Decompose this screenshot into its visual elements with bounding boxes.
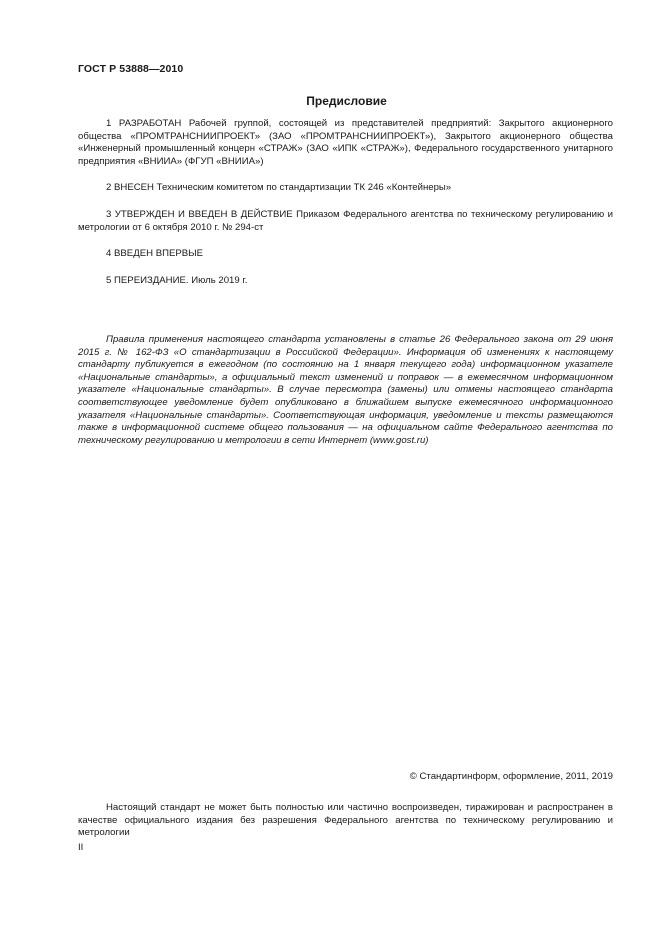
page-title: Предисловие xyxy=(306,94,387,108)
preface-item-developed: 1 РАЗРАБОТАН Рабочей группой, состоящей из представителей предприятий: Закрытого акционерного общества «ПРОМТРАНСНИИПРОЕКТ» (ЗАО «ПРОМТРАНСНИИПРОЕКТ»), Закрытого акционерного общества «Инженерный промышленный концерн «СТРАЖ» (ЗАО «ИПК «СТРАЖ»), Федерального государственного унитарного предприятия «ВНИИА» (ФГУП «ВНИИА») xyxy=(78,118,613,167)
document-code: ГОСТ Р 53888—2010 xyxy=(78,63,184,75)
page-number: II xyxy=(78,842,84,853)
preface-item-introduced: 4 ВВЕДЕН ВПЕРВЫЕ xyxy=(106,248,204,260)
preface-content xyxy=(78,118,613,301)
copyright-line: © Стандартинформ, оформление, 2011, 2019 xyxy=(409,771,613,782)
preface-item-submitted: 2 ВНЕСЕН Техническим комитетом по стандартизации ТК 246 «Контейнеры» xyxy=(106,182,452,194)
rights-notice: Настоящий стандарт не может быть полностью или частично воспроизведен, тиражирован и распространен в качестве официального издания без разрешения Федерального агентства по техническому регулированию и метрологии xyxy=(78,802,613,839)
preface-item-reissue: 5 ПЕРЕИЗДАНИЕ. Июль 2019 г. xyxy=(106,274,248,286)
standard-usage-notice: Правила применения настоящего стандарта установлены в статье 26 Федерального закона от 29 июня 2015 г. № 162-ФЗ «О стандартизации в Российской Федерации». Информация об изменениях к настоящему стандарту публикуется в ежегодном (по состоянию на 1 января текущего года) информационном указателе «Национальные стандарты», а официальный текст изменений и поправок — в ежемесячном информационном указателе «Национальные стандарты». В случае пересмотра (замены) или отмены настоящего стандарта соответствующее уведомление будет опубликовано в ближайшем выпуске ежемесячного информационного указателя «Национальные стандарты». Соответствующая информация, уведомление и тексты размещаются также в информационной системе общего пользования — на официальном сайте Федерального агентства по техническому регулированию и метрологии в сети Интернет (www.gost.ru) xyxy=(78,334,613,446)
preface-item-approved: 3 УТВЕРЖДЕН И ВВЕДЕН В ДЕЙСТВИЕ Приказом Федерального агентства по техническому регулированию и метрологии от 6 октября 2010 г. № 294-ст xyxy=(78,208,613,233)
